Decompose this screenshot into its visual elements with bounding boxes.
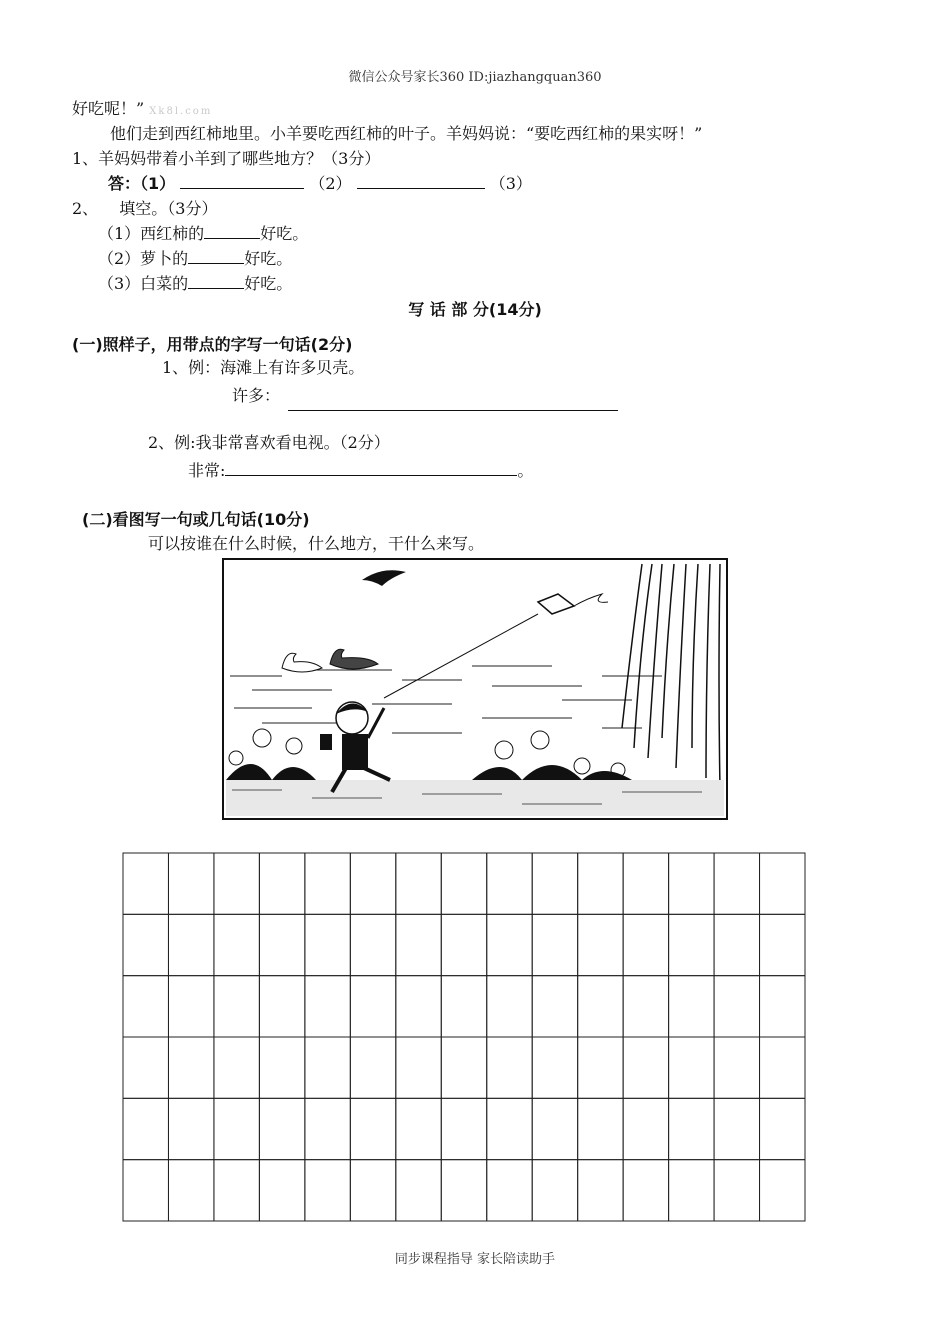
grid-cell[interactable] — [623, 1098, 668, 1159]
grid-cell[interactable] — [669, 914, 714, 975]
grid-cell[interactable] — [305, 976, 350, 1037]
grid-cell[interactable] — [350, 976, 395, 1037]
grid-cell[interactable] — [532, 1037, 577, 1098]
grid-cell[interactable] — [669, 1037, 714, 1098]
example-2-answer-row — [188, 458, 533, 481]
grid-cell[interactable] — [259, 853, 304, 914]
fill-item-prefix: （2）萝卜的 — [98, 249, 189, 268]
grid-cell[interactable] — [669, 853, 714, 914]
grid-cell[interactable] — [760, 853, 805, 914]
grid-cell[interactable] — [214, 1098, 259, 1159]
grid-cell[interactable] — [487, 914, 532, 975]
grid-cell[interactable] — [259, 1160, 304, 1221]
grid-cell[interactable] — [623, 914, 668, 975]
grid-cell[interactable] — [714, 1037, 759, 1098]
grid-cell[interactable] — [487, 853, 532, 914]
grid-cell[interactable] — [532, 976, 577, 1037]
grid-cell[interactable] — [305, 1098, 350, 1159]
grid-cell[interactable] — [487, 1037, 532, 1098]
grid-cell[interactable] — [214, 1160, 259, 1221]
grid-cell[interactable] — [350, 853, 395, 914]
fill-item-prefix: （1）西红柿的 — [98, 224, 205, 243]
grid-cell[interactable] — [623, 976, 668, 1037]
kite-picture — [222, 558, 728, 820]
dotted-char: 常 — [227, 433, 244, 452]
grid-cell[interactable] — [168, 1160, 213, 1221]
example-2-prefix: 2、例:我 — [148, 433, 212, 452]
grid-cell[interactable] — [487, 976, 532, 1037]
writing-section-title: 写 话 部 分(14分) — [408, 300, 542, 319]
grid-cell[interactable] — [305, 853, 350, 914]
grid-cell[interactable] — [441, 1098, 486, 1159]
fill-item-suffix: 好吃。 — [244, 249, 293, 268]
grid-cell[interactable] — [760, 1098, 805, 1159]
grid-cell[interactable] — [396, 853, 441, 914]
grid-cell[interactable] — [760, 914, 805, 975]
grid-cell[interactable] — [168, 976, 213, 1037]
question-2-title: 填空。（3分） — [119, 199, 218, 218]
page-header: 微信公众号家长360 ID:jiazhangquan360 — [348, 70, 602, 85]
grid-cell[interactable] — [396, 1037, 441, 1098]
grid-cell[interactable] — [350, 914, 395, 975]
grid-cell[interactable] — [259, 1098, 304, 1159]
story-line-1 — [72, 96, 212, 119]
grid-cell[interactable] — [396, 1098, 441, 1159]
grid-cell[interactable] — [714, 853, 759, 914]
grid-cell[interactable] — [669, 1160, 714, 1221]
grid-cell[interactable] — [123, 914, 168, 975]
part-2-title: (二)看图写一句或几句话(10分) — [82, 510, 310, 529]
grid-cell[interactable] — [168, 853, 213, 914]
grid-cell[interactable] — [168, 914, 213, 975]
grid-cell[interactable] — [578, 914, 623, 975]
grid-cell[interactable] — [350, 1160, 395, 1221]
grid-cell[interactable] — [123, 976, 168, 1037]
grid-cell[interactable] — [305, 1160, 350, 1221]
answer-blank-1[interactable] — [180, 174, 304, 189]
grid-cell[interactable] — [714, 914, 759, 975]
grid-cell[interactable] — [578, 1037, 623, 1098]
grid-cell[interactable] — [760, 1160, 805, 1221]
grid-cell[interactable] — [123, 1037, 168, 1098]
grid-cell[interactable] — [168, 1098, 213, 1159]
grid-cell[interactable] — [123, 853, 168, 914]
writing-grid-lines — [122, 852, 806, 1222]
kite-scene-illustration — [222, 558, 728, 820]
fill-item-2 — [98, 246, 292, 269]
grid-cell[interactable] — [441, 1160, 486, 1221]
grid-cell[interactable] — [487, 1160, 532, 1221]
grid-cell[interactable] — [532, 1160, 577, 1221]
example-2 — [148, 430, 390, 453]
grid-cell[interactable] — [532, 914, 577, 975]
grid-cell[interactable] — [578, 976, 623, 1037]
example-2-answer-line[interactable] — [225, 461, 517, 476]
fill-blank-3[interactable] — [188, 274, 244, 289]
grid-cell[interactable] — [214, 853, 259, 914]
fill-blank-1[interactable] — [204, 224, 260, 239]
grid-cell[interactable] — [305, 1037, 350, 1098]
grid-cell[interactable] — [578, 853, 623, 914]
grid-cell[interactable] — [123, 1160, 168, 1221]
question-2-number: 2、 — [72, 199, 99, 218]
grid-cell[interactable] — [396, 976, 441, 1037]
example-1-prefix: 1、例：海滩上有 — [162, 358, 285, 377]
grid-cell[interactable] — [623, 1037, 668, 1098]
grid-cell[interactable] — [578, 1098, 623, 1159]
grid-cell[interactable] — [532, 853, 577, 914]
fill-blank-2[interactable] — [188, 249, 244, 264]
grid-cell[interactable] — [760, 1037, 805, 1098]
answer-label: 答：（1） — [108, 174, 176, 193]
grid-cell[interactable] — [441, 976, 486, 1037]
example-1-label: 许多： — [232, 386, 281, 405]
grid-cell[interactable] — [350, 1098, 395, 1159]
question-2 — [72, 196, 217, 219]
example-1-suffix: 贝壳。 — [316, 358, 365, 377]
fill-item-suffix: 好吃。 — [244, 274, 293, 293]
grid-cell[interactable] — [259, 1037, 304, 1098]
grid-cell[interactable] — [259, 976, 304, 1037]
grid-cell[interactable] — [168, 1037, 213, 1098]
grid-cell[interactable] — [214, 976, 259, 1037]
fill-item-suffix: 好吃。 — [260, 224, 309, 243]
grid-cell[interactable] — [623, 853, 668, 914]
example-2-end: 。 — [517, 461, 534, 480]
example-1 — [162, 355, 364, 378]
grid-cell[interactable] — [714, 976, 759, 1037]
story-line-1-text: 好吃呢！” — [72, 99, 145, 118]
grid-cell[interactable] — [214, 914, 259, 975]
grid-cell[interactable] — [123, 1098, 168, 1159]
grid-cell[interactable] — [714, 1160, 759, 1221]
grid-cell[interactable] — [714, 1098, 759, 1159]
answer-slot-3: （3） — [489, 174, 532, 193]
story-line-2: 他们走到西红柿地里。小羊要吃西红柿的叶子。羊妈妈说：“要吃西红柿的果实呀！” — [110, 124, 703, 143]
example-2-suffix: 喜欢看电视。（2分） — [243, 433, 390, 452]
question-1: 1、羊妈妈带着小羊到了哪些地方？（3分） — [72, 149, 381, 168]
dotted-char: 许 — [284, 358, 301, 377]
question-1-answer-row — [108, 171, 532, 194]
dotted-char: 非 — [211, 433, 228, 452]
example-1-answer-line[interactable] — [288, 410, 618, 411]
watermark: Xk8l.com — [149, 106, 213, 117]
grid-cell[interactable] — [259, 914, 304, 975]
grid-cell[interactable] — [532, 1098, 577, 1159]
writing-grid[interactable] — [122, 852, 806, 1222]
part-1-title: (一)照样子，用带点的字写一句话(2分) — [72, 335, 353, 354]
fill-item-prefix: （3）白菜的 — [98, 274, 189, 293]
answer-slot-2: （2） — [309, 174, 352, 193]
grid-cell[interactable] — [669, 976, 714, 1037]
answer-blank-2[interactable] — [357, 174, 485, 189]
grid-cell[interactable] — [305, 914, 350, 975]
grid-cell[interactable] — [441, 853, 486, 914]
part-2-hint: 可以按谁在什么时候，什么地方，干什么来写。 — [148, 534, 485, 553]
grid-cell[interactable] — [487, 1098, 532, 1159]
grid-cell[interactable] — [396, 1160, 441, 1221]
grid-cell[interactable] — [669, 1098, 714, 1159]
grid-cell[interactable] — [623, 1160, 668, 1221]
grid-cell[interactable] — [214, 1037, 259, 1098]
grid-cell[interactable] — [578, 1160, 623, 1221]
grid-cell[interactable] — [350, 1037, 395, 1098]
grid-cell[interactable] — [396, 914, 441, 975]
grid-cell[interactable] — [760, 976, 805, 1037]
page-footer: 同步课程指导 家长陪读助手 — [394, 1252, 556, 1267]
fill-item-1 — [98, 221, 308, 244]
dotted-char: 多 — [300, 358, 317, 377]
grid-cell[interactable] — [441, 914, 486, 975]
fill-item-3 — [98, 271, 292, 294]
example-2-label: 非常: — [188, 461, 226, 480]
grid-cell[interactable] — [441, 1037, 486, 1098]
